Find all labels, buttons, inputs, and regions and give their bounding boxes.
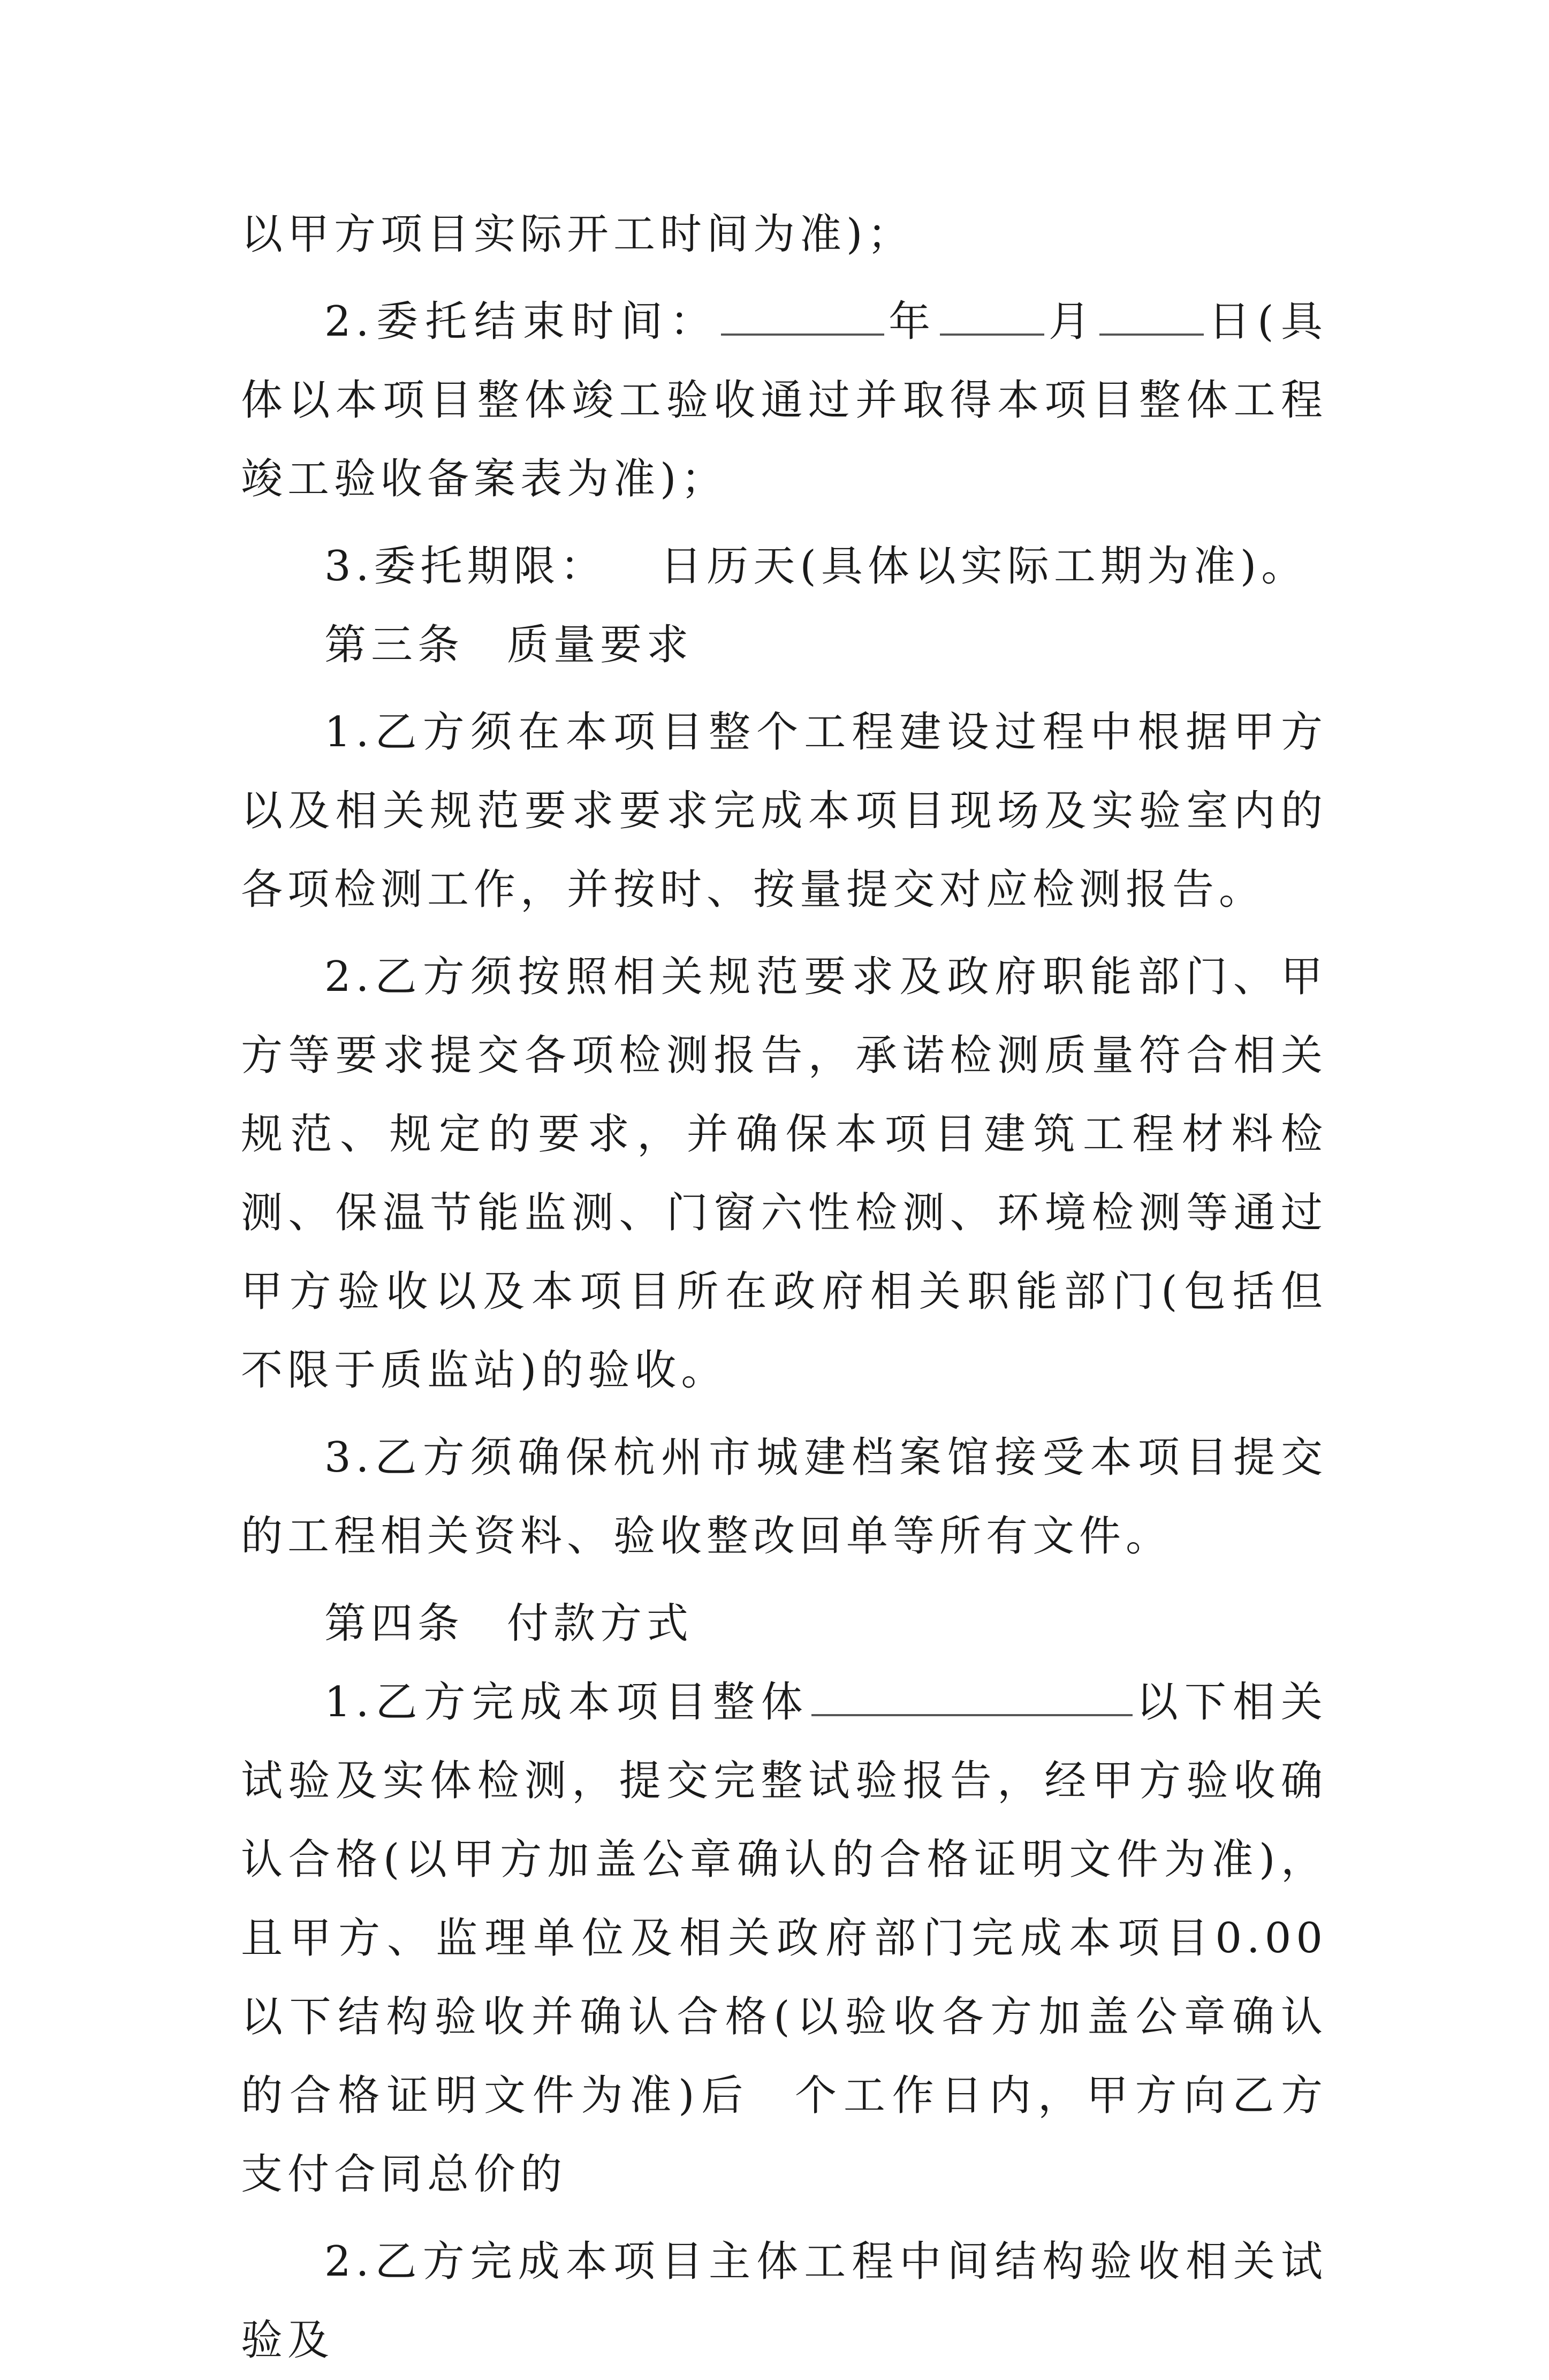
article-3-title: 质量要求 (507, 621, 694, 669)
article-3-heading (241, 606, 1327, 685)
payment-text-middle: 以下相关试验及实体检测，提交完整试验报告，经甲方验收确认合格(以甲方加盖公章确认的合格证明文件为准)，且甲方、监理单位及相关政府部门完成本项目0.00以下结构验收并确认合格(以验收各方加盖公章确认的合格证明文件为准)后 (241, 1678, 1327, 2120)
paragraph-start-time-continued (241, 195, 1327, 274)
article-4-number: 第四条 (324, 1600, 465, 1648)
paragraph-text: 1.乙方须在本项目整个工程建设过程中根据甲方以及相关规范要求要求完成本项目现场及实验室内的各项检测工作，并按时、按量提交对应检测报告。 (241, 708, 1327, 914)
article-3-number: 第三条 (324, 621, 465, 669)
year-blank (721, 296, 884, 336)
month-blank (940, 296, 1044, 336)
end-time-detail: 日(具体以本项目整体竣工验收通过并取得本项目整体工程竣工验收备案表为准)； (241, 298, 1327, 503)
article-3-item-3 (241, 1419, 1327, 1576)
article-4-item-1 (241, 1663, 1327, 2214)
paragraph-text: 3.乙方须确保杭州市城建档案馆接受本项目提交的工程相关资料、验收整改回单等所有文件。 (241, 1434, 1327, 1560)
month-label: 月 (1046, 298, 1098, 346)
document-body (241, 195, 1327, 2380)
end-time-label: 2.委托结束时间： (324, 298, 719, 346)
payment-text-start: 1.乙方完成本项目整体 (324, 1678, 809, 1726)
paragraph-text: 2.乙方完成本项目主体工程中间结构验收相关试验及 (241, 2238, 1327, 2364)
article-3-item-2 (241, 938, 1327, 1410)
paragraph-duration (241, 527, 1327, 606)
scope-blank (811, 1677, 1133, 1716)
year-label: 年 (886, 298, 938, 346)
paragraph-end-time (241, 283, 1327, 519)
duration-detail: 日历天(具体以实际工期为准)。 (660, 542, 1308, 590)
paragraph-text: 2.乙方须按照相关规范要求及政府职能部门、甲方等要求提交各项检测报告，承诺检测质量符合相关规范、规定的要求，并确保本项目建筑工程材料检测、保温节能监测、门窗六性检测、环境检测等通过甲方验收以及本项目所在政府相关职能部门(包括但不限于质监站)的验收。 (241, 953, 1327, 1394)
paragraph-text: 以甲方项目实际开工时间为准)； (241, 210, 914, 259)
article-4-item-2 (241, 2223, 1327, 2380)
article-3-item-1 (241, 693, 1327, 929)
article-4-title: 付款方式 (507, 1600, 694, 1648)
article-4-heading (241, 1585, 1327, 1663)
payment-text-end: 个工作日内，甲方向乙方支付合同总价的 (241, 2072, 1327, 2199)
day-blank (1099, 296, 1204, 336)
duration-label: 3.委托期限： (324, 542, 607, 590)
